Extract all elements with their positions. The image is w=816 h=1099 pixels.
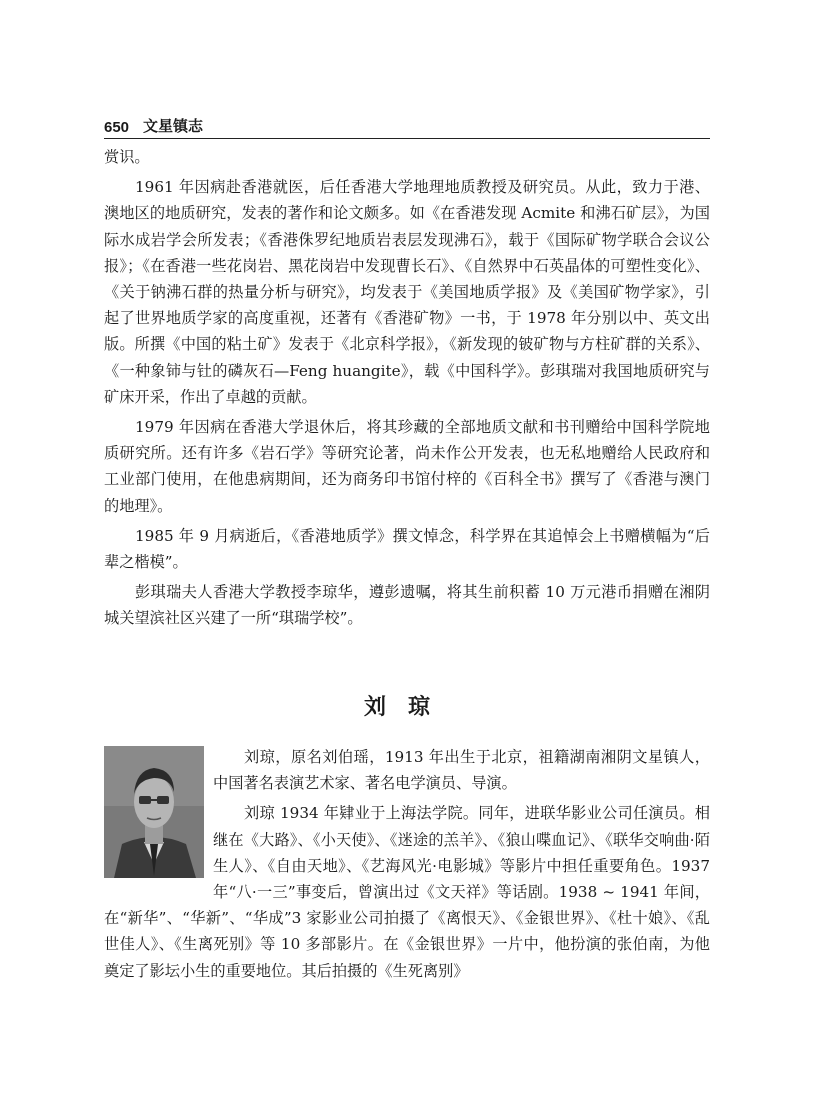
book-title: 文星镇志 [143,117,204,135]
page-header [104,112,710,139]
paragraph: 刘琼 1934 年肄业于上海法学院。同年，进联华影业公司任演员。相继在《大路》、《小天使》、《迷途的羔羊》、《狼山喋血记》、《联华交响曲·陌生人》、《自由天地》、《艺海风光·电影城》等影片中担任重要角色。1937 年“八·一三”事变后，曾演出过《文天祥》等话剧。1938 ~ 1941 年间，在“新华”、“华新”、“华成”3 家影业公司拍摄了《离恨天》、《金银世界》、《杜十娘》、《乱世佳人》、《生离死别》等 10 多部影片。在《金银世界》一片中，他扮演的张伯南，为他奠定了影坛小生的重要地位。其后拍摄的《生死离别》 [104,804,710,980]
paragraph: 赏识。 [104,148,150,166]
page-number: 650 [104,119,130,136]
page-body [104,144,710,636]
portrait-icon [104,746,204,878]
section-title: 刘琼 [363,695,452,720]
portrait-photo [104,746,204,878]
paragraph: 彭琪瑞夫人香港大学教授李琼华，遵彭遗嘱，将其生前积蓄 10 万元港币捐赠在湘阴城关望滨社区兴建了一所“琪瑞学校”。 [104,583,710,628]
biography-section [104,744,710,988]
paragraph: 1979 年因病在香港大学退休后，将其珍藏的全部地质文献和书刊赠给中国科学院地质研究所。还有许多《岩石学》等研究论著，尚未作公开发表，也无私地赠给人民政府和工业部门使用，在他患病期间，还为商务印书馆付梓的《百科全书》撰写了《香港与澳门的地理》。 [104,418,710,515]
paragraph: 1961 年因病赴香港就医，后任香港大学地理地质教授及研究员。从此，致力于港、澳地区的地质研究，发表的著作和论文颇多。如《在香港发现 Acmite 和沸石矿层》，为国际水成岩学会所发表；《香港侏罗纪地质岩表层发现沸石》，载于《国际矿物学联合会议公报》；《在香港一些花岗岩、黑花岗岩中发现曹长石》、《自然界中石英晶体的可塑性变化》、《关于钠沸石群的热量分析与研究》，均发表于《美国地质学报》及《美国矿物学家》，引起了世界地质学家的高度重视，还著有《香港矿物》一书，于 1978 年分别以中、英文出版。所撰《中国的粘土矿》发表于《北京科学报》，《新发现的铍矿物与方柱矿群的关系》、《一种象铈与钍的磷灰石—Feng huangite》，载《中国科学》。彭琪瑞对我国地质研究与矿床开采，作出了卓越的贡献。 [104,178,710,406]
paragraph: 1985 年 9 月病逝后，《香港地质学》撰文悼念，科学界在其追悼会上书赠横幅为“后辈之楷模”。 [104,526,710,572]
paragraph: 刘琼，原名刘伯瑶，1913 年出生于北京，祖籍湖南湘阴文星镇人，中国著名表演艺术家、著名电学演员、导演。 [213,748,710,793]
